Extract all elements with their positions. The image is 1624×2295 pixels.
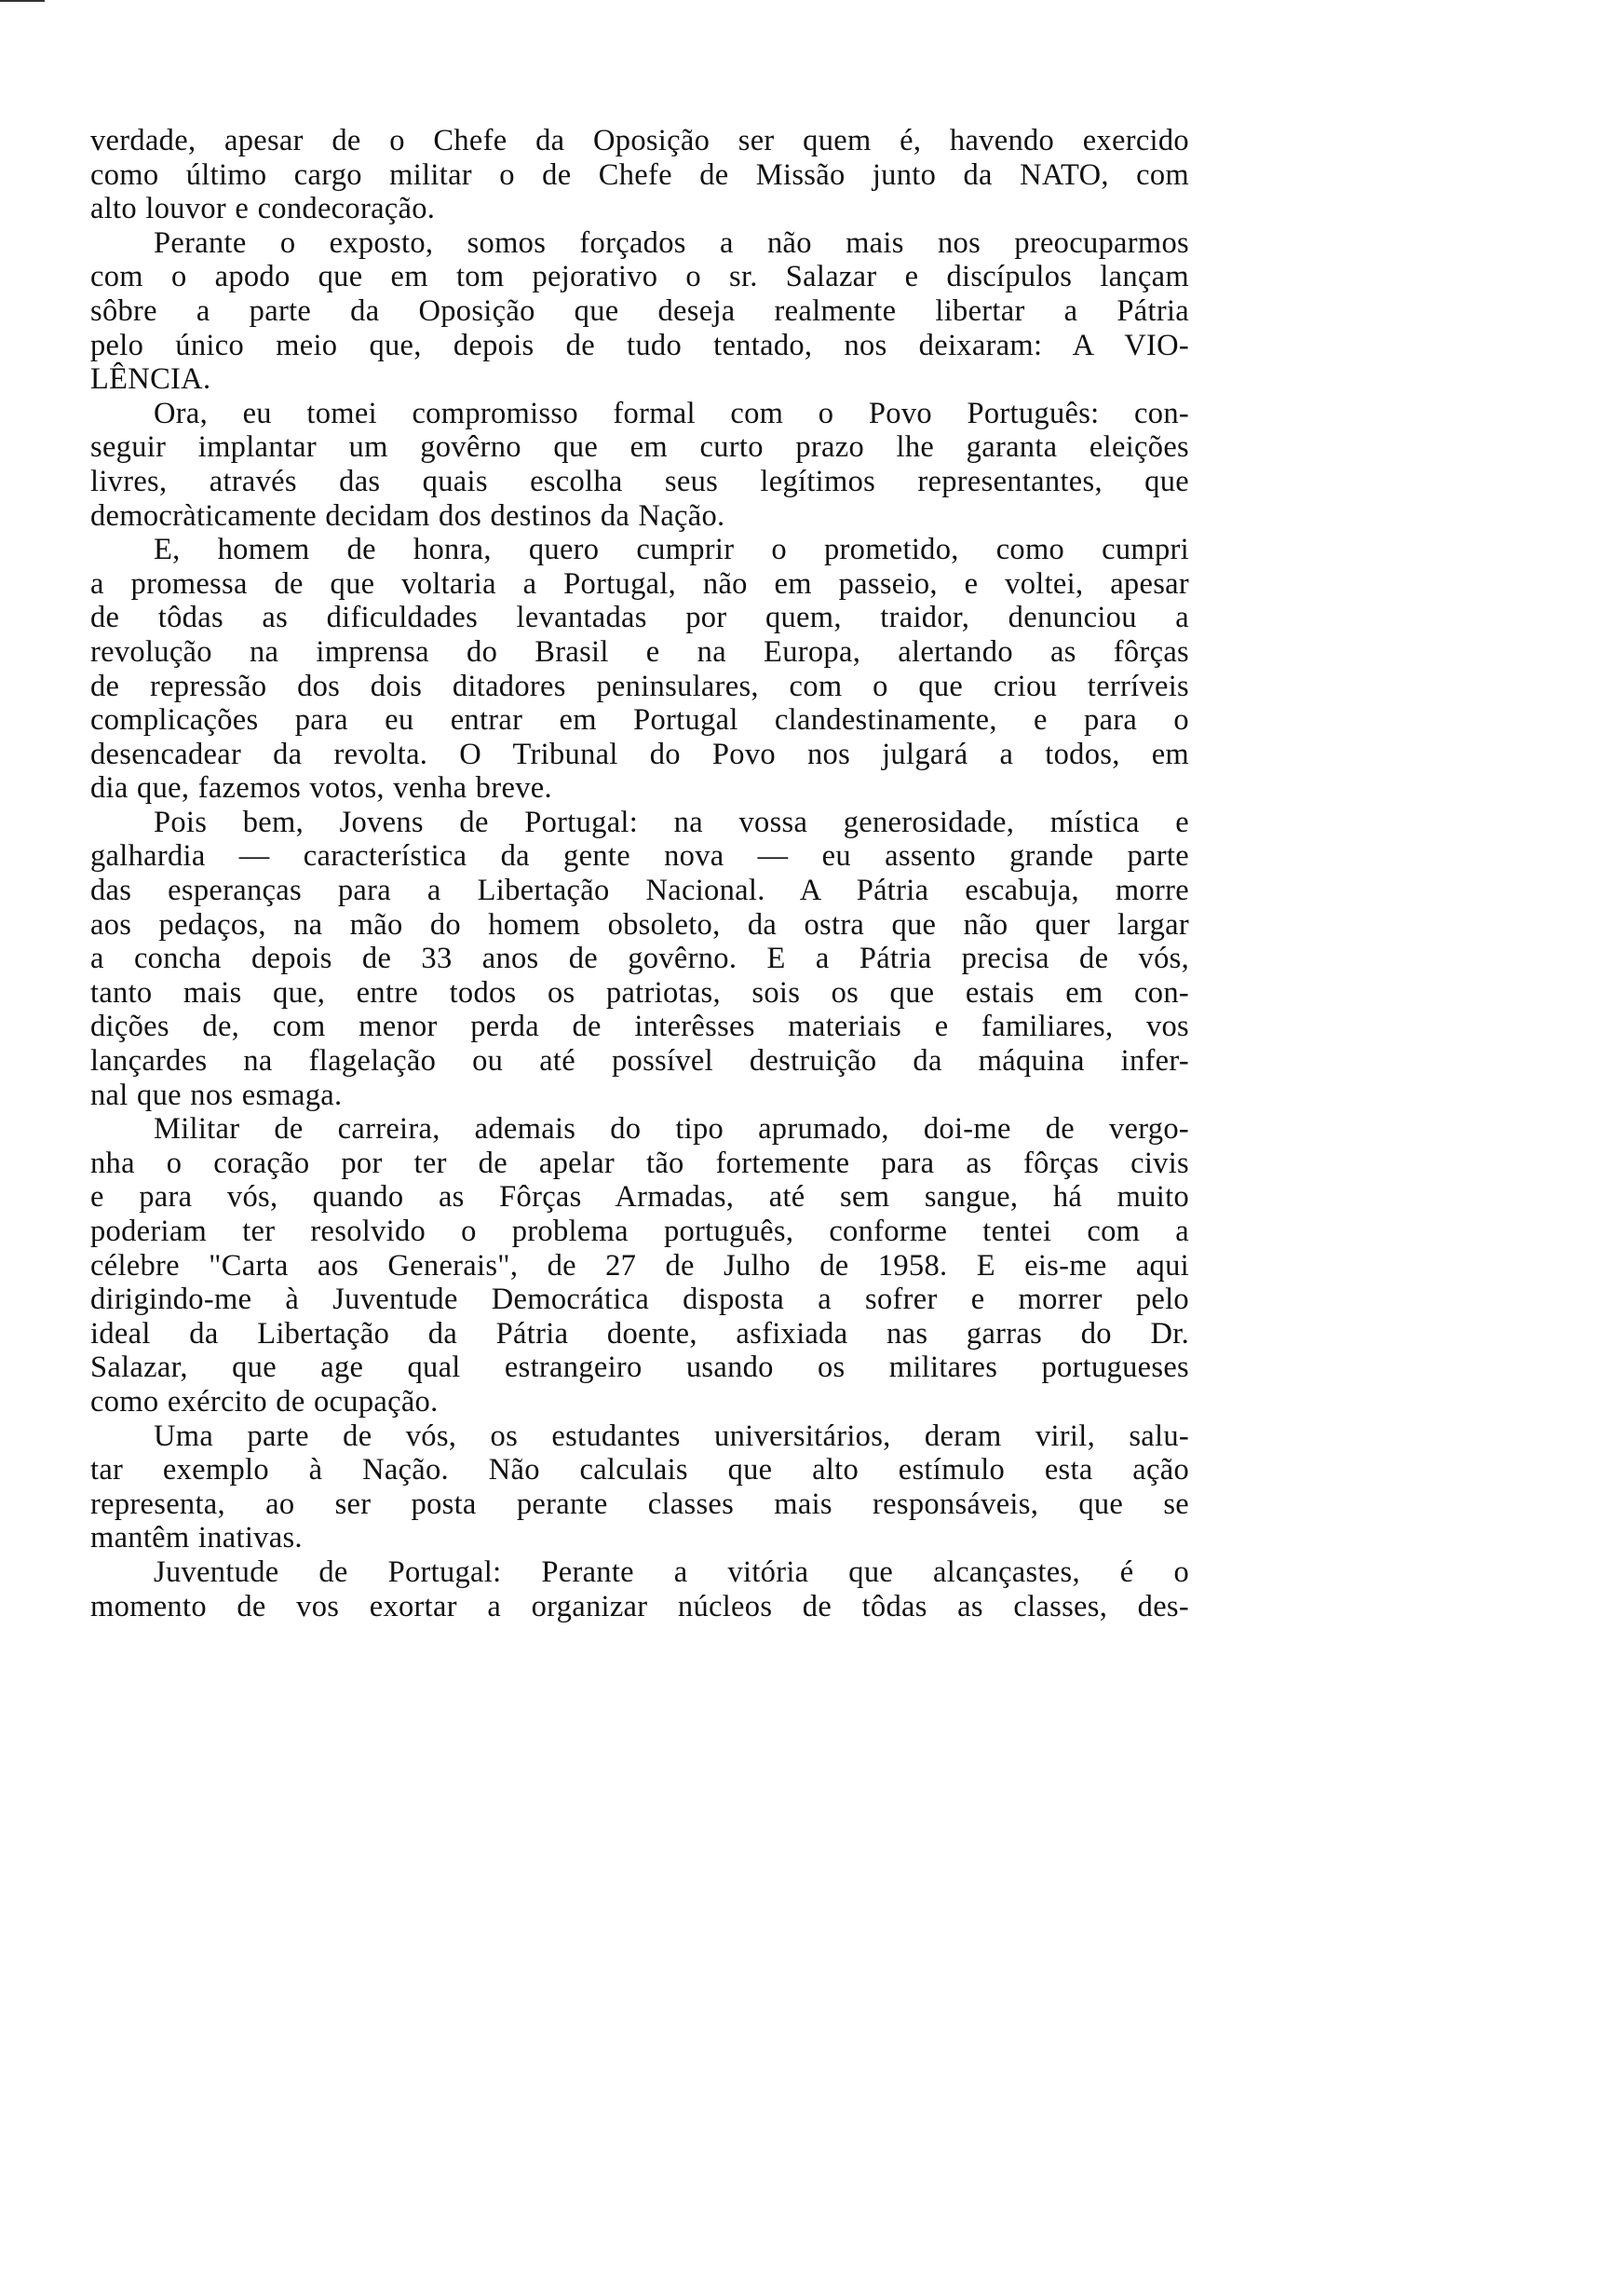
text-line: poderiam ter resolvido o problema português, conforme tentei com a: [90, 1215, 1189, 1248]
text-line: seguir implantar um govêrno que em curto prazo lhe garanta eleições: [90, 430, 1189, 465]
text-line: com o apodo que em tom pejorativo o sr. Salazar e discípulos lançam: [90, 260, 1189, 294]
text-line: Salazar, que age qual estrangeiro usando os militares portugueses: [90, 1351, 1189, 1385]
text-line: verdade, apesar de o Chefe da Oposição ser quem é, havendo exercido: [90, 124, 1189, 157]
text-line: E, homem de honra, quero cumprir o prometido, como cumpri: [154, 533, 1189, 567]
text-line: dirigindo-me à Juventude Democrática disposta a sofrer e morrer pelo: [90, 1283, 1189, 1317]
text-line: revolução na imprensa do Brasil e na Europa, alertando as fôrças: [90, 634, 1189, 669]
text-line: como exército de ocupação.: [90, 1384, 439, 1419]
text-line: representa, ao ser posta perante classes mais responsáveis, que se: [90, 1487, 1189, 1521]
text-line: nal que nos esmaga.: [90, 1078, 343, 1112]
text-line: tanto mais que, entre todos os patriotas, sois os que estais em con-: [90, 975, 1189, 1010]
text-line: Uma parte de vós, os estudantes universitários, deram viril, salu-: [154, 1419, 1189, 1453]
text-line: livres, através das quais escolha seus legítimos representantes, que: [90, 464, 1189, 498]
text-line: ideal da Libertação da Pátria doente, asfixiada nas garras do Dr.: [90, 1316, 1189, 1351]
text-line: democràticamente decidam dos destinos da Nação.: [90, 498, 725, 533]
text-line: e para vós, quando as Fôrças Armadas, até sem sangue, há muito: [90, 1180, 1189, 1215]
text-line: lançardes na flagelação ou até possível destruição da máquina infer-: [90, 1044, 1189, 1079]
text-line: das esperanças para a Libertação Nacional. A Pátria escabuja, morre: [90, 874, 1189, 908]
text-line: célebre "Carta aos Generais", de 27 de Julho de 1958. E eis-me aqui: [90, 1248, 1189, 1283]
text-line: dia que, fazemos votos, venha breve.: [90, 771, 552, 806]
text-line: sôbre a parte da Oposição que deseja realmente libertar a Pátria: [90, 293, 1189, 328]
text-line: pelo único meio que, depois de tudo tentado, nos deixaram: A VIO-: [90, 328, 1189, 362]
text-line: desencadear da revolta. O Tribunal do Povo nos julgará a todos, em: [90, 737, 1189, 771]
text-line: aos pedaços, na mão do homem obsoleto, da ostra que não quer largar: [90, 907, 1189, 942]
text-line: de tôdas as dificuldades levantadas por quem, traidor, denunciou a: [90, 601, 1189, 635]
text-line: tar exemplo à Nação. Não calculais que alto estímulo esta ação: [90, 1453, 1189, 1487]
text-line: galhardia — característica da gente nova — eu assento grande parte: [90, 839, 1189, 874]
text-line: a concha depois de 33 anos de govêrno. E a Pátria precisa de vós,: [90, 942, 1189, 976]
text-line: momento de vos exortar a organizar núcleos de tôdas as classes, des-: [90, 1589, 1189, 1623]
text-line: alto louvor e condecoração.: [90, 192, 436, 226]
text-line: dições de, com menor perda de interêsses materiais e familiares, vos: [90, 1010, 1189, 1044]
text-line: como último cargo militar o de Chefe de Missão junto da NATO, com: [90, 157, 1189, 192]
text-line: nha o coração por ter de apelar tão fortemente para as fôrças civis: [90, 1146, 1189, 1180]
text-line: de repressão dos dois ditadores peninsulares, com o que criou terríveis: [90, 669, 1189, 703]
scan-edge-mark: [0, 0, 45, 2]
text-line: Pois bem, Jovens de Portugal: na vossa generosidade, mística e: [154, 805, 1189, 839]
body-text: [90, 124, 1189, 1623]
text-line: LÊNCIA.: [90, 362, 211, 397]
text-line: mantêm inativas.: [90, 1521, 303, 1555]
text-line: Perante o exposto, somos forçados a não mais nos preocuparmos: [154, 225, 1189, 260]
text-line: Ora, eu tomei compromisso formal com o Povo Português: con-: [154, 396, 1189, 430]
text-line: Militar de carreira, ademais do tipo aprumado, doi-me de vergo-: [154, 1112, 1189, 1147]
text-line: a promessa de que voltaria a Portugal, não em passeio, e voltei, apesar: [90, 566, 1189, 601]
text-line: Juventude de Portugal: Perante a vitória que alcançastes, é o: [154, 1555, 1189, 1589]
text-line: complicações para eu entrar em Portugal clandestinamente, e para o: [90, 703, 1189, 738]
